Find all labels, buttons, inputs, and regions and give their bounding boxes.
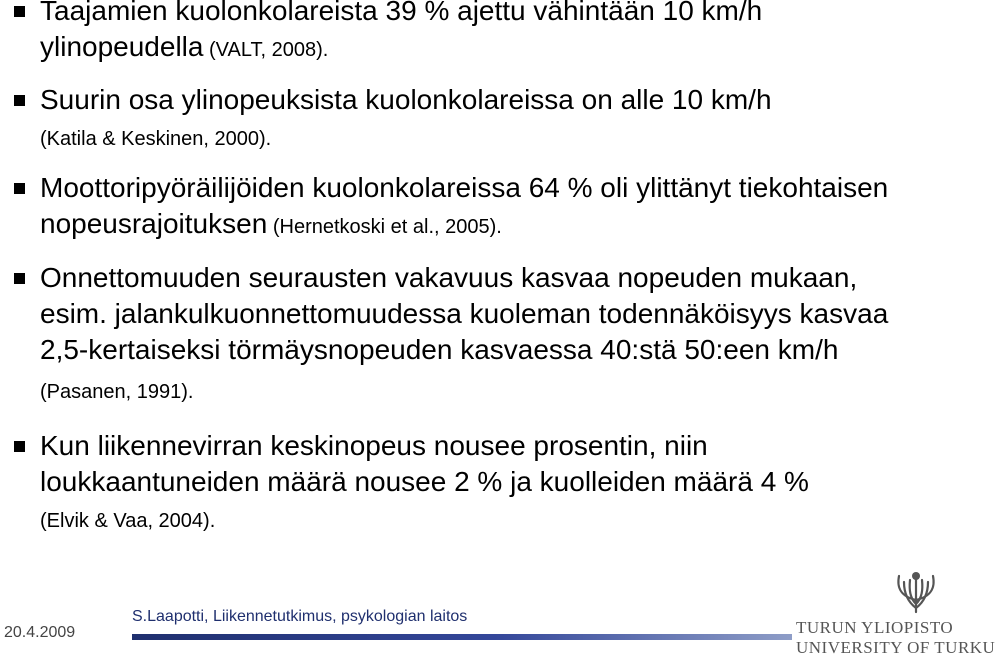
- bullet-item: [40, 82, 920, 157]
- bullet-item: [40, 0, 920, 68]
- bullet-text: Onnettomuuden seurausten vakavuus kasvaa nopeuden mukaan, esim. jalankulkuonnettomuudessa kuoleman todennäköisyys kasvaa 2,5-kertaiseksi törmäysnopeuden kasvaessa 40:stä 50:een km/h: [40, 262, 889, 365]
- university-crest-icon: [896, 568, 936, 616]
- logo-name-finnish: TURUN YLIOPISTO: [796, 618, 954, 637]
- square-bullet-icon: [14, 441, 25, 452]
- bullet-citation: (Hernetkoski et al., 2005).: [267, 216, 502, 238]
- bullet-citation: (Katila & Keskinen, 2000).: [40, 128, 272, 150]
- bullet-text: Suurin osa ylinopeuksista kuolonkolareissa on alle 10 km/h: [40, 84, 772, 115]
- bullet-citation: (VALT, 2008).: [203, 39, 329, 61]
- bullet-citation: (Elvik & Vaa, 2004).: [40, 510, 216, 532]
- bullet-text: Kun liikennevirran keskinopeus nousee prosentin, niin loukkaantuneiden määrä nousee 2 % ja kuolleiden määrä 4 %: [40, 430, 809, 497]
- footer-divider-bar: [132, 634, 792, 640]
- logo-name-english: UNIVERSITY OF TURKU: [796, 638, 995, 657]
- footer-author: S.Laapotti, Liikennetutkimus, psykologian laitos: [132, 608, 468, 625]
- square-bullet-icon: [14, 273, 25, 284]
- bullet-item: [40, 260, 920, 410]
- bullet-item: [40, 170, 920, 245]
- bullet-text: Moottoripyöräilijöiden kuolonkolareissa 64 % oli ylittänyt tiekohtaisen nopeusrajoituksen: [40, 172, 889, 239]
- bullet-item: [40, 428, 920, 539]
- footer-date: 20.4.2009: [4, 624, 76, 641]
- square-bullet-icon: [14, 95, 25, 106]
- bullet-text: Taajamien kuolonkolareista 39 % ajettu vähintään 10 km/h ylinopeudella: [40, 0, 763, 62]
- square-bullet-icon: [14, 183, 25, 194]
- bullet-citation: (Pasanen, 1991).: [40, 381, 194, 403]
- square-bullet-icon: [14, 6, 25, 17]
- university-logo: [796, 568, 995, 664]
